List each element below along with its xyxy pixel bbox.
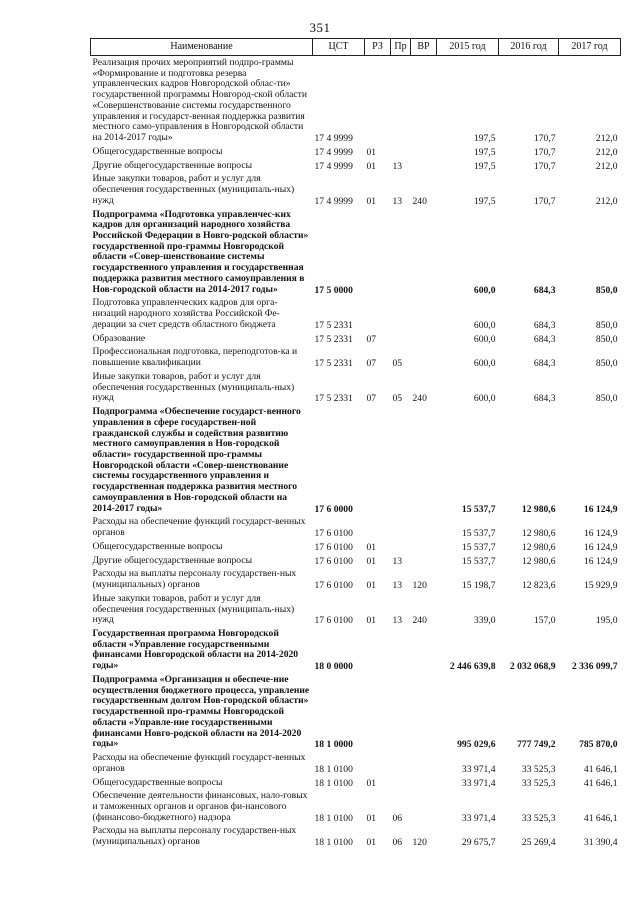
row-vr — [411, 345, 437, 369]
row-value-2016: 2 032 068,9 — [509, 661, 556, 673]
row-cst: 18 1 0100 — [314, 777, 353, 789]
row-cst: 17 4 9999 — [314, 133, 353, 145]
row-rz — [365, 208, 391, 297]
row-cst: 17 5 2331 — [314, 393, 353, 405]
header-name: Наименование — [91, 39, 313, 56]
row-name: Общегосударственные вопросы — [92, 776, 223, 788]
row-value-2017: 41 646,1 — [583, 777, 618, 789]
row-cst: 17 5 2331 — [314, 319, 353, 331]
row-value-2015: 197,5 — [473, 160, 496, 172]
row-value-2017: 212,0 — [595, 133, 618, 145]
row-name: Общегосударственные вопросы — [92, 540, 223, 552]
table-row — [91, 56, 621, 145]
row-value-2017: 16 124,9 — [583, 528, 618, 540]
page-number: 351 — [309, 20, 331, 35]
row-vr — [411, 776, 437, 790]
row-name: Иные закупки товаров, работ и услуг для обеспечения государственных (муниципаль-ных) нужд — [92, 592, 295, 626]
row-pr — [391, 405, 411, 515]
header-2016: 2016 год — [499, 39, 559, 56]
budget-table — [90, 38, 621, 849]
row-rz: 01 — [366, 837, 377, 849]
row-value-2016: 684,3 — [533, 393, 556, 405]
row-vr — [411, 515, 437, 539]
row-vr — [411, 673, 437, 751]
row-rz — [365, 56, 391, 145]
header-vr: ВР — [411, 39, 437, 56]
row-cst: 17 4 9999 — [314, 146, 353, 158]
table-row — [91, 345, 621, 369]
row-rz: 01 — [366, 146, 377, 158]
row-value-2017: 850,0 — [595, 358, 618, 370]
row-value-2017: 15 929,9 — [583, 580, 618, 592]
row-pr: 06 — [392, 812, 403, 824]
row-value-2017: 31 390,4 — [583, 837, 618, 849]
row-rz: 01 — [366, 615, 377, 627]
row-pr — [391, 56, 411, 145]
row-rz: 07 — [366, 393, 377, 405]
row-cst: 18 1 0100 — [314, 812, 353, 824]
row-cst: 18 1 0100 — [314, 837, 353, 849]
row-rz — [365, 673, 391, 751]
row-value-2017: 212,0 — [595, 160, 618, 172]
row-value-2016: 12 980,6 — [521, 503, 556, 515]
row-value-2016: 684,3 — [533, 358, 556, 370]
row-value-2016: 777 749,2 — [517, 739, 556, 751]
table-row — [91, 172, 621, 207]
row-value-2015: 600,0 — [473, 358, 496, 370]
row-name: Подпрограмма «Обеспечение государст-венного управления в сфере государствен-ной гражданской службы и содействия развитию местного самоуправления в Нов-городской области» государственной про-граммы Новгородской области «Совер-шенствование системы государственного управления и государственная поддержка развития местного самоуправления в Нов-городской области на 2014-2017 годы» — [92, 406, 301, 514]
row-value-2015: 15 537,7 — [461, 541, 496, 553]
header-2015: 2015 год — [437, 39, 499, 56]
row-rz: 01 — [366, 555, 377, 567]
row-pr: 13 — [392, 580, 403, 592]
row-rz: 01 — [366, 580, 377, 592]
row-rz: 07 — [366, 358, 377, 370]
row-value-2015: 339,0 — [473, 615, 496, 627]
row-pr — [391, 627, 411, 673]
row-cst: 17 5 2331 — [314, 333, 353, 345]
row-value-2016: 12 980,6 — [521, 555, 556, 567]
row-vr — [411, 554, 437, 568]
row-vr: 240 — [412, 615, 427, 627]
row-vr — [411, 145, 437, 159]
row-cst: 17 6 0100 — [314, 528, 353, 540]
row-value-2016: 12 823,6 — [521, 580, 556, 592]
row-name: Расходы на обеспечение функций государст-венных органов — [92, 516, 306, 539]
row-value-2015: 600,0 — [473, 393, 496, 405]
row-pr: 13 — [392, 160, 403, 172]
row-name: Расходы на выплаты персоналу государствен-ных (муниципальных) органов — [92, 825, 297, 848]
row-value-2017: 850,0 — [595, 333, 618, 345]
row-pr — [391, 208, 411, 297]
row-name: Подпрограмма «Подготовка управленчес-ких кадров для организаций народного хозяйства Российской Федерации в Новго-родской области» государственной про-граммы Новгородской области «Совер-шенствование системы государственного управления и государственная поддержка развития местного самоуправления в Нов-городской области на 2014-2017 годы» — [92, 208, 309, 295]
row-value-2016: 170,7 — [533, 160, 556, 172]
row-cst: 17 6 0100 — [314, 541, 353, 553]
row-value-2016: 170,7 — [533, 133, 556, 145]
row-name: Другие общегосударственные вопросы — [92, 554, 253, 566]
row-value-2016: 25 269,4 — [521, 837, 556, 849]
row-name: Иные закупки товаров, работ и услуг для обеспечения государственных (муниципаль-ных) нужд — [92, 173, 295, 206]
row-cst: 18 1 0000 — [314, 739, 353, 751]
row-name: Государственная программа Новгородской области «Управление государственными финансами Новгородской области на 2014-2020 годы» — [92, 627, 299, 672]
row-value-2016: 170,7 — [533, 146, 556, 158]
row-rz — [365, 627, 391, 673]
row-value-2017: 41 646,1 — [583, 763, 618, 775]
row-vr: 240 — [412, 195, 427, 207]
row-vr — [411, 56, 437, 145]
header-rz: РЗ — [365, 39, 391, 56]
row-value-2017: 16 124,9 — [583, 503, 618, 515]
row-value-2016: 33 525,3 — [521, 812, 556, 824]
table-row — [91, 554, 621, 568]
row-rz: 07 — [366, 333, 377, 345]
row-rz: 01 — [366, 541, 377, 553]
row-value-2016: 684,3 — [533, 333, 556, 345]
row-value-2015: 600,0 — [473, 284, 496, 296]
row-vr — [411, 405, 437, 515]
header-cst: ЦСТ — [313, 39, 365, 56]
row-value-2017: 195,0 — [595, 615, 618, 627]
row-rz — [365, 751, 391, 775]
header-2017: 2017 год — [559, 39, 621, 56]
row-pr — [391, 296, 411, 331]
header-pr: Пр — [391, 39, 411, 56]
row-pr: 05 — [392, 358, 403, 370]
row-pr: 06 — [392, 837, 403, 849]
row-value-2015: 600,0 — [473, 333, 496, 345]
row-vr — [411, 751, 437, 775]
row-vr: 240 — [412, 393, 427, 405]
row-pr — [391, 776, 411, 790]
row-name: Иные закупки товаров, работ и услуг для обеспечения государственных (муниципаль-ных) нужд — [92, 370, 295, 404]
row-value-2017: 41 646,1 — [583, 812, 618, 824]
row-value-2017: 212,0 — [595, 195, 618, 207]
row-value-2015: 600,0 — [473, 319, 496, 331]
table-row — [91, 567, 621, 591]
row-pr: 05 — [392, 393, 403, 405]
row-pr: 13 — [392, 555, 403, 567]
row-pr — [391, 673, 411, 751]
row-value-2015: 15 537,7 — [461, 503, 496, 515]
row-value-2016: 12 980,6 — [521, 541, 556, 553]
row-value-2015: 995 029,6 — [457, 739, 496, 751]
row-value-2017: 785 870,0 — [579, 739, 618, 751]
row-value-2015: 197,5 — [473, 146, 496, 158]
row-value-2015: 15 537,7 — [461, 528, 496, 540]
row-value-2015: 33 971,4 — [461, 812, 496, 824]
row-vr — [411, 789, 437, 824]
table-row — [91, 296, 621, 331]
row-name: Расходы на обеспечение функций государст-венных органов — [92, 752, 306, 774]
row-rz — [365, 515, 391, 539]
row-value-2015: 33 971,4 — [461, 763, 496, 775]
row-value-2016: 170,7 — [533, 195, 556, 207]
row-value-2016: 33 525,3 — [521, 763, 556, 775]
row-name: Профессиональная подготовка, переподготов-ка и повышение квалификации — [92, 346, 298, 369]
table-row — [91, 405, 621, 515]
row-value-2017: 16 124,9 — [583, 541, 618, 553]
row-value-2015: 33 971,4 — [461, 777, 496, 789]
table-row — [91, 159, 621, 173]
table-row — [91, 332, 621, 346]
row-value-2016: 33 525,3 — [521, 777, 556, 789]
row-rz: 01 — [366, 195, 377, 207]
row-pr: 13 — [392, 195, 403, 207]
row-value-2015: 29 675,7 — [461, 837, 496, 849]
table-row — [91, 673, 621, 751]
row-name: Подпрограмма «Организация и обеспече-ние осуществления бюджетного процесса, управление государственным долгом Нов-городской области» государственной про-граммы Новгородской области «Управле-ние государственными финансами Новго-родской области на 2014-2020 годы» — [92, 673, 310, 750]
row-cst: 17 5 0000 — [314, 284, 353, 296]
row-value-2017: 16 124,9 — [583, 555, 618, 567]
row-vr — [411, 332, 437, 346]
table-row — [91, 776, 621, 790]
row-cst: 17 6 0000 — [314, 503, 353, 515]
row-value-2017: 850,0 — [595, 393, 618, 405]
row-name: Общегосударственные вопросы — [92, 145, 223, 157]
row-pr — [391, 515, 411, 539]
table-row — [91, 208, 621, 297]
row-value-2017: 850,0 — [595, 284, 618, 296]
row-value-2015: 197,5 — [473, 195, 496, 207]
row-value-2017: 2 336 099,7 — [571, 661, 618, 673]
table-row — [91, 515, 621, 539]
row-pr: 13 — [392, 615, 403, 627]
row-cst: 17 4 9999 — [314, 160, 353, 172]
row-value-2015: 2 446 639,8 — [449, 661, 496, 673]
table-row — [91, 824, 621, 848]
row-value-2016: 684,3 — [533, 319, 556, 331]
row-name: Другие общегосударственные вопросы — [92, 159, 253, 171]
row-vr — [411, 627, 437, 673]
table-row — [91, 145, 621, 159]
row-vr: 120 — [412, 580, 427, 592]
row-pr — [391, 332, 411, 346]
row-cst: 17 4 9999 — [314, 195, 353, 207]
table-row — [91, 751, 621, 775]
table-body — [91, 56, 621, 849]
row-value-2015: 15 537,7 — [461, 555, 496, 567]
row-name: Реализация прочих мероприятий подпро-граммы «Формирование и подготовка резерва управленческих кадров Новгородской облас-ти» государственной программы Новгород-ской области «Совершенствование системы государственного управления и государст-венная поддержка развития местного само-управления в Новгородской области на 2014-2017 годы» — [92, 57, 307, 144]
table-row — [91, 370, 621, 405]
table-row — [91, 627, 621, 673]
row-pr — [391, 751, 411, 775]
row-rz: 01 — [366, 160, 377, 172]
row-name: Подготовка управленческих кадров для орга-низаций народного хозяйства Российской Фе-дерации за счет средств областного бюджета — [92, 297, 280, 330]
row-vr — [411, 296, 437, 331]
row-value-2017: 850,0 — [595, 319, 618, 331]
row-value-2017: 212,0 — [595, 146, 618, 158]
row-value-2016: 157,0 — [533, 615, 556, 627]
row-rz — [365, 405, 391, 515]
row-rz: 01 — [366, 812, 377, 824]
row-name: Образование — [92, 332, 146, 344]
row-value-2015: 197,5 — [473, 133, 496, 145]
row-value-2016: 12 980,6 — [521, 528, 556, 540]
row-cst: 18 1 0100 — [314, 763, 353, 775]
table-row — [91, 592, 621, 627]
row-vr — [411, 208, 437, 297]
table-row — [91, 540, 621, 554]
row-rz — [365, 296, 391, 331]
table-row — [91, 789, 621, 824]
row-value-2016: 684,3 — [533, 284, 556, 296]
row-rz: 01 — [366, 777, 377, 789]
row-name: Обеспечение деятельности финансовых, нало-говых и таможенных органов и органов фи-нансового (финансово-бюджетного) надзора — [92, 790, 308, 823]
row-cst: 17 6 0100 — [314, 555, 353, 567]
row-vr: 120 — [412, 837, 427, 849]
row-name: Расходы на выплаты персоналу государствен-ных (муниципальных) органов — [92, 568, 297, 591]
row-cst: 18 0 0000 — [314, 661, 353, 673]
row-pr — [391, 540, 411, 554]
row-pr — [391, 145, 411, 159]
row-cst: 17 6 0100 — [314, 580, 353, 592]
row-vr — [411, 540, 437, 554]
row-cst: 17 6 0100 — [314, 615, 353, 627]
row-vr — [411, 159, 437, 173]
row-value-2015: 15 198,7 — [461, 580, 496, 592]
row-cst: 17 5 2331 — [314, 358, 353, 370]
table-header-row — [91, 39, 621, 56]
